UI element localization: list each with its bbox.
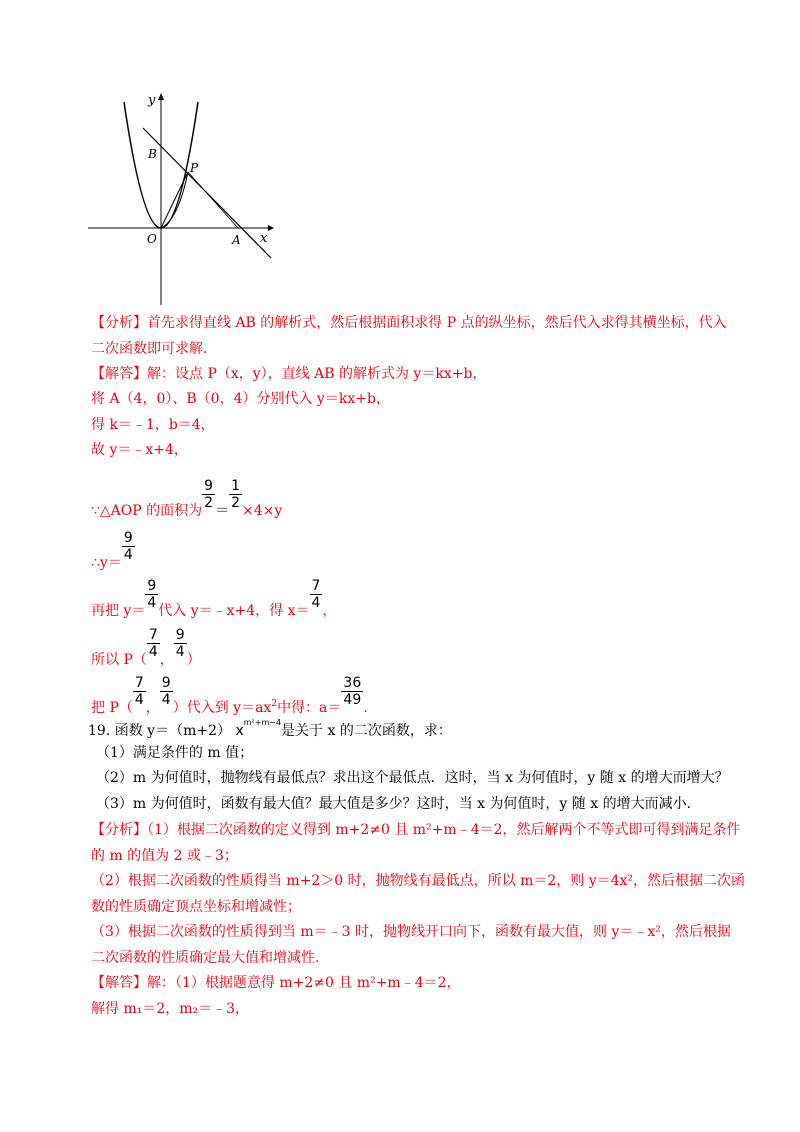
- question-number: 19.: [88, 723, 111, 739]
- answer2-line-1: 【解答】解：（1）根据题意得 m+2≠0 且 m²+m﹣4＝2，: [91, 975, 461, 991]
- fraction-9-2: $\frac{9}{2}$: [204, 478, 214, 511]
- answer-tag: 【解答】: [91, 366, 147, 382]
- label-P: P: [190, 161, 199, 175]
- analysis2-line-3: （2）根据二次函数的性质得当 m+2＞0 时，抛物线有最低点，所以 m＝2，则 y＝4x²，然后根据二次函: [91, 873, 746, 889]
- analysis2-line-2: 的 m 的值为 2 或﹣3；: [91, 848, 238, 864]
- label-y: y: [148, 93, 156, 108]
- analysis2-line-6: 二次函数的性质确定最大值和增减性.: [91, 950, 320, 966]
- answer-line-5: ∵△AOP 的面积为 $\frac{9}{2}$ ＝ $\frac{1}{2}$ ×4×y: [91, 478, 283, 519]
- analysis-line-1: 【分析】首先求得直线 AB 的解析式，然后根据面积求得 P 点的纵坐标，然后代入求得其横坐标，代入: [91, 315, 727, 331]
- analysis2-line-4: 数的性质确定顶点坐标和增减性；: [91, 899, 301, 915]
- question-part-1: （1）满足条件的 m 值；: [96, 745, 254, 761]
- fraction-7-4: $\frac{7}{4}$: [311, 578, 321, 611]
- label-O: O: [147, 232, 157, 246]
- analysis-line-2: 二次函数即可求解.: [91, 341, 208, 357]
- answer-line-3: 得 k＝﹣1，b＝4，: [91, 417, 215, 433]
- analysis2-line-5: （3）根据二次函数的性质得到当 m＝﹣3 时，抛物线开口向下，函数有最大值，则 y＝﹣x²，然后根据: [91, 924, 731, 940]
- analysis-tag: 【分析】: [91, 315, 147, 331]
- fraction-1-2: $\frac{1}{2}$: [231, 478, 240, 511]
- analysis2-line-1: 【分析】（1）根据二次函数的定义得到 m+2≠0 且 m²+m﹣4＝2，然后解两个不等式即可得到满足条件: [91, 822, 741, 838]
- answer-line-1: 【解答】解：设点 P（x，y），直线 AB 的解析式为 y＝kx+b，: [91, 366, 487, 382]
- coordinate-graph: [88, 90, 288, 305]
- fraction-9-4: $\frac{9}{4}$: [175, 627, 185, 660]
- fraction-7-4: $\frac{7}{4}$: [134, 675, 144, 708]
- question-part-3: （3）m 为何值时，函数有最大值？最大值是多少？这时，当 x 为何值时，y 随 x 的增大而减小.: [96, 796, 692, 812]
- x-axis-arrow: [268, 225, 274, 231]
- question-19: 19. 函数 y＝（m+2） $x^{m^2+m-4}$是关于 x 的二次函数，求：: [88, 718, 452, 739]
- answer-tag: 【解答】: [91, 975, 147, 991]
- answer-line-9: 把 P（ $\frac{7}{4}$ ， $\frac{9}{4}$ ）代入到 $y=ax^2$中得：a＝ $\frac{36}{49}$ .: [91, 675, 368, 716]
- segment-OP: [161, 172, 188, 228]
- answer-line-8: 所以 P（ $\frac{7}{4}$ ， $\frac{9}{4}$ ）: [91, 627, 201, 668]
- answer-line-4: 故 y＝﹣x+4，: [91, 442, 188, 458]
- fraction-9-4: $\frac{9}{4}$: [123, 530, 133, 563]
- fraction-9-4: $\frac{9}{4}$: [147, 578, 157, 611]
- label-A: A: [232, 233, 241, 247]
- question-part-2: （2）m 为何值时，抛物线有最低点？求出这个最低点．这时，当 x 为何值时，y 随 x 的增大而增大？: [96, 770, 729, 786]
- power-expression: $x^{m^2+m-4}$: [235, 718, 282, 739]
- fraction-9-4: $\frac{9}{4}$: [161, 675, 171, 708]
- label-B: B: [148, 147, 157, 161]
- segment-PA: [188, 172, 238, 228]
- answer2-line-2: 解得 m₁＝2，m₂＝﹣3，: [91, 1001, 250, 1017]
- label-x: x: [260, 231, 268, 246]
- analysis-tag: 【分析】: [91, 822, 147, 838]
- fraction-7-4: $\frac{7}{4}$: [148, 627, 158, 660]
- y-axis-arrow: [158, 93, 164, 100]
- answer-line-2: 将 A（4，0）、B（0，4）分别代入 y＝kx+b，: [91, 391, 390, 407]
- fraction-36-49: $\frac{36}{49}$: [343, 675, 362, 708]
- answer-line-6: ∴y＝ $\frac{9}{4}$: [91, 530, 133, 571]
- answer-line-7: 再把 y＝ $\frac{9}{4}$ 代入 y＝﹣x+4，得 x＝ $\frac{7}{4}$ ，: [91, 578, 337, 619]
